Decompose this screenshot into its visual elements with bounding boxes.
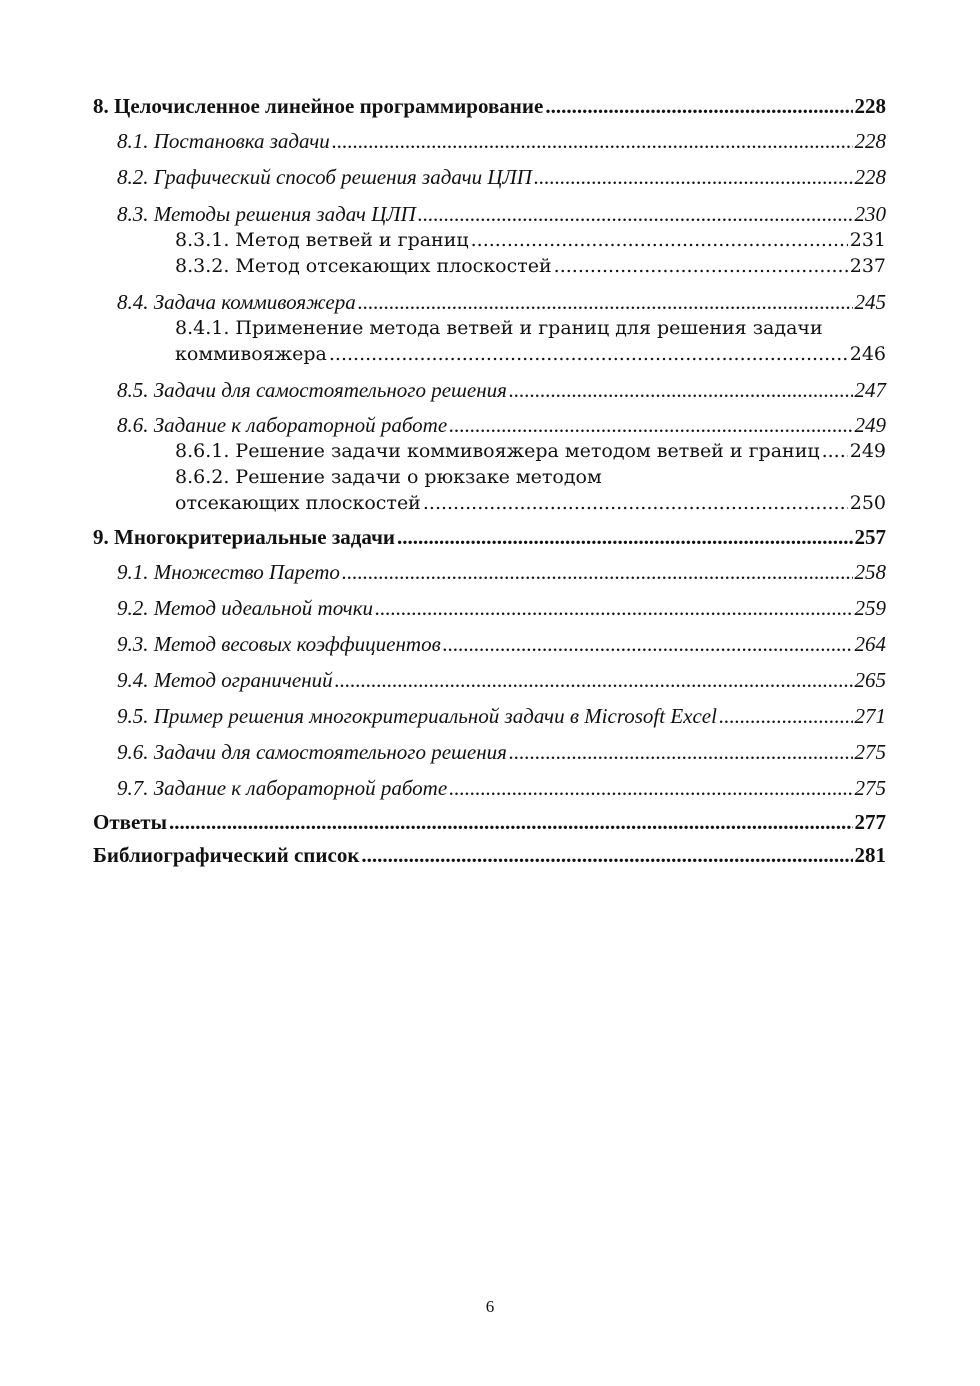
toc-entry-page: 247 xyxy=(854,377,886,402)
toc-entry-title: 9.2. Метод идеальной точки xyxy=(117,595,374,620)
toc-entry-page: 257 xyxy=(854,524,886,549)
dot-leader xyxy=(509,378,853,403)
toc-answers[interactable] xyxy=(93,806,886,838)
toc-entry-title: 8.6.1. Решение задачи коммивояжера методом ветвей и границ xyxy=(175,440,820,462)
dot-leader xyxy=(342,560,853,585)
toc-entry-page: 246 xyxy=(849,343,886,365)
dot-leader xyxy=(509,740,853,765)
toc-entry-page: 230 xyxy=(854,201,886,226)
toc-subsection-8-3-1[interactable] xyxy=(93,227,886,253)
dot-leader xyxy=(375,596,852,621)
toc-entry-title: 8.3.1. Метод ветвей и границ xyxy=(175,229,469,251)
dot-leader xyxy=(449,776,852,801)
toc-entry-title: 9.1. Множество Парето xyxy=(117,559,340,584)
toc-subsection-8-6-1[interactable] xyxy=(93,438,886,464)
page-number: 6 xyxy=(485,1297,495,1316)
toc-entry-page: 228 xyxy=(854,128,886,153)
dot-leader xyxy=(418,202,853,227)
dot-leader xyxy=(545,94,852,119)
toc-section-9-4[interactable] xyxy=(93,662,886,698)
toc-entry-page: 249 xyxy=(849,440,886,462)
table-of-contents xyxy=(93,91,886,872)
toc-entry-title: 9. Многокритериальные задачи xyxy=(93,524,396,549)
toc-entry-title: 8. Целочисленное линейное программирование xyxy=(93,93,544,118)
dot-leader xyxy=(361,843,852,868)
toc-entry-title: 9.7. Задание к лабораторной работе xyxy=(117,775,448,800)
toc-subsection-8-6-2[interactable] xyxy=(93,464,886,516)
toc-entry-page: 249 xyxy=(854,412,886,437)
dot-leader xyxy=(335,668,853,693)
toc-section-9-7[interactable] xyxy=(93,770,886,806)
toc-entry-title-line2: коммивояжера xyxy=(175,343,327,365)
toc-entry-title: Ответы xyxy=(93,809,168,834)
toc-section-8-5[interactable] xyxy=(93,372,886,408)
toc-entry-page: 228 xyxy=(854,164,886,189)
toc-bibliography[interactable] xyxy=(93,838,886,872)
toc-section-8-6[interactable] xyxy=(93,412,886,438)
toc-section-8-1[interactable] xyxy=(93,123,886,159)
toc-section-9-1[interactable] xyxy=(93,554,886,590)
toc-section-9-5[interactable] xyxy=(93,698,886,734)
toc-entry-page: 258 xyxy=(854,559,886,584)
toc-entry-title: 8.6. Задание к лабораторной работе xyxy=(117,412,448,437)
dot-leader xyxy=(471,229,848,251)
toc-entry-page: 271 xyxy=(854,703,886,728)
toc-subsection-8-4-1[interactable] xyxy=(93,315,886,367)
toc-entry-page: 245 xyxy=(854,289,886,314)
toc-chapter-8[interactable] xyxy=(93,91,886,121)
toc-entry-title: 9.4. Метод ограничений xyxy=(117,667,333,692)
toc-section-9-2[interactable] xyxy=(93,590,886,626)
toc-entry-title: 8.3.2. Метод отсекающих плоскостей xyxy=(175,255,552,277)
dot-leader xyxy=(423,492,848,514)
dot-leader xyxy=(332,129,853,154)
toc-entry-title-line1: 8.6.2. Решение задачи о рюкзаке методом xyxy=(175,466,602,488)
toc-entry-page: 259 xyxy=(854,595,886,620)
toc-section-8-4[interactable] xyxy=(93,289,886,315)
toc-entry-title: 9.5. Пример решения многокритериальной задачи в Microsoft Excel xyxy=(117,703,717,728)
toc-entry-title: 8.2. Графический способ решения задачи ЦЛП xyxy=(117,164,532,189)
dot-leader xyxy=(443,632,853,657)
dot-leader xyxy=(719,704,853,729)
dot-leader xyxy=(534,165,853,190)
toc-entry-page: 281 xyxy=(854,842,886,867)
dot-leader xyxy=(449,413,852,438)
toc-entry-title: Библиографический список xyxy=(93,842,360,867)
toc-section-9-3[interactable] xyxy=(93,626,886,662)
dot-leader xyxy=(554,255,848,277)
toc-section-9-6[interactable] xyxy=(93,734,886,770)
toc-entry-page: 277 xyxy=(854,809,886,834)
toc-entry-page: 250 xyxy=(849,492,886,514)
toc-entry-title-line1: 8.4.1. Применение метода ветвей и границ для решения задачи xyxy=(175,317,823,339)
toc-entry-title: 8.1. Постановка задачи xyxy=(117,128,330,153)
dot-leader xyxy=(358,290,853,315)
dot-leader xyxy=(169,810,852,835)
toc-entry-title: 8.5. Задачи для самостоятельного решения xyxy=(117,377,507,402)
dot-leader xyxy=(329,343,848,365)
toc-chapter-9[interactable] xyxy=(93,520,886,554)
toc-entry-page: 275 xyxy=(854,739,886,764)
toc-entry-page: 228 xyxy=(854,93,886,118)
toc-section-8-2[interactable] xyxy=(93,159,886,195)
dot-leader xyxy=(397,525,852,550)
toc-entry-page: 264 xyxy=(854,631,886,656)
toc-entry-title: 8.3. Методы решения задач ЦЛП xyxy=(117,201,416,226)
toc-subsection-8-3-2[interactable] xyxy=(93,253,886,279)
toc-entry-page: 237 xyxy=(849,255,886,277)
toc-section-8-3[interactable] xyxy=(93,201,886,227)
toc-entry-title: 9.6. Задачи для самостоятельного решения xyxy=(117,739,507,764)
dot-leader xyxy=(822,440,848,462)
toc-entry-page: 275 xyxy=(854,775,886,800)
toc-entry-title: 8.4. Задача коммивояжера xyxy=(117,289,356,314)
toc-entry-title-line2: отсекающих плоскостей xyxy=(175,492,421,514)
toc-entry-page: 265 xyxy=(854,667,886,692)
toc-entry-title: 9.3. Метод весовых коэффициентов xyxy=(117,631,441,656)
toc-entry-page: 231 xyxy=(849,229,886,251)
